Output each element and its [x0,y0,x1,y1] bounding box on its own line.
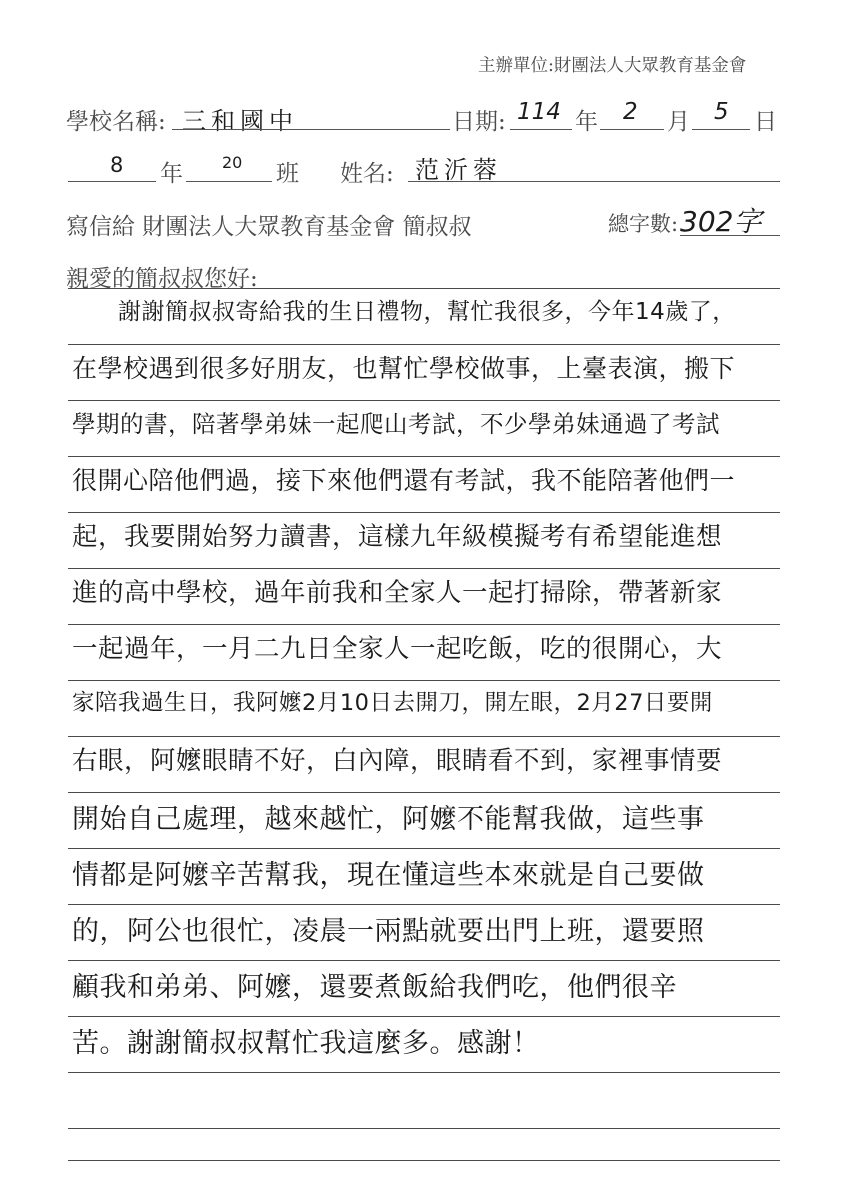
school-value[interactable]: 三和國中 [182,107,298,135]
wordcount-underline [680,235,780,236]
date-day-underline [692,129,750,130]
grade-value[interactable]: 8 [110,153,124,177]
grade-underline [68,181,156,182]
letter-line-1: 謝謝簡叔叔寄給我的生日禮物，幫忙我很多，今年14歲了， [118,299,736,325]
letter-line-7: 一起過年，一月二九日全家人一起吃飯，吃的很開心，大 [72,634,723,664]
ruled-line [68,960,780,961]
ruled-line [68,400,780,401]
ruled-line [68,568,780,569]
letter-line-12: 的，阿公也很忙，凌晨一兩點就要出門上班，還要照 [72,916,705,947]
letter-line-9: 右眼，阿嬤眼睛不好，白內障，眼睛看不到，家裡事情要 [72,746,723,776]
organizer-text: 主辦單位:財團法人大眾教育基金會 [478,56,747,76]
ruled-line [68,1016,780,1017]
ruled-line [68,1072,780,1073]
name-underline [408,181,780,182]
ruled-line [68,680,780,681]
recipient-line: 寫信給 財團法人大眾教育基金會 簡叔叔 [66,214,472,240]
letter-line-4: 很開心陪他們過，接下來他們還有考試，我不能陪著他們一 [72,466,736,495]
school-underline [172,129,450,130]
day-unit: 日 [754,109,777,135]
date-year-value[interactable]: 114 [517,99,561,125]
letter-line-8: 家陪我過生日，我阿嬤2月10日去開刀，開左眼，2月27日要開 [72,690,713,716]
letter-line-14: 苦。謝謝簡叔叔幫忙我這麼多。感謝！ [72,1028,540,1059]
date-month-value[interactable]: 2 [623,99,638,125]
class-value[interactable]: 20 [222,153,243,172]
date-month-underline [600,129,664,130]
ruled-line [68,1160,780,1161]
name-label: 姓名: [340,161,394,187]
class-underline [186,181,272,182]
letter-line-3: 學期的書，陪著學弟妹一起爬山考試，不少學弟妹通過了考試 [72,410,720,438]
ruled-line [68,512,780,513]
letter-line-5: 起，我要開始努力讀書，這樣九年級模擬考有希望能進想 [72,522,723,552]
name-value[interactable]: 范沂蓉 [415,156,502,184]
year-unit: 年 [575,109,598,135]
ruled-line [68,624,780,625]
month-unit: 月 [667,109,690,135]
wordcount-label: 總字數: [608,212,679,236]
letter-line-13: 顧我和弟弟、阿嬤，還要煮飯給我們吃，他們很辛 [72,972,677,1003]
date-year-underline [510,129,572,130]
letter-line-6: 進的高中學校，過年前我和全家人一起打掃除，帶著新家 [72,578,723,608]
date-day-value[interactable]: 5 [714,99,729,125]
ruled-line [68,792,780,793]
ruled-line [68,904,780,905]
letter-greeting: 親愛的簡叔叔您好: [66,266,258,292]
school-label: 學校名稱: [66,109,166,135]
wordcount-value[interactable]: 302字 [680,205,762,238]
ruled-line [68,456,780,457]
ruled-line [68,848,780,849]
ruled-line [68,344,780,345]
letter-line-10: 開始自己處理，越來越忙，阿嬤不能幫我做，這些事 [72,804,705,835]
letter-line-2: 在學校遇到很多好朋友，也幫忙學校做事，上臺表演，搬下 [72,354,736,383]
grade-unit: 年 [160,161,183,187]
ruled-line [68,1128,780,1129]
ruled-line [68,736,780,737]
date-label: 日期: [452,109,506,135]
ruled-line [68,288,780,289]
class-unit: 班 [276,161,299,187]
letter-line-11: 情都是阿嬤辛苦幫我，現在懂這些本來就是自己要做 [72,860,705,891]
